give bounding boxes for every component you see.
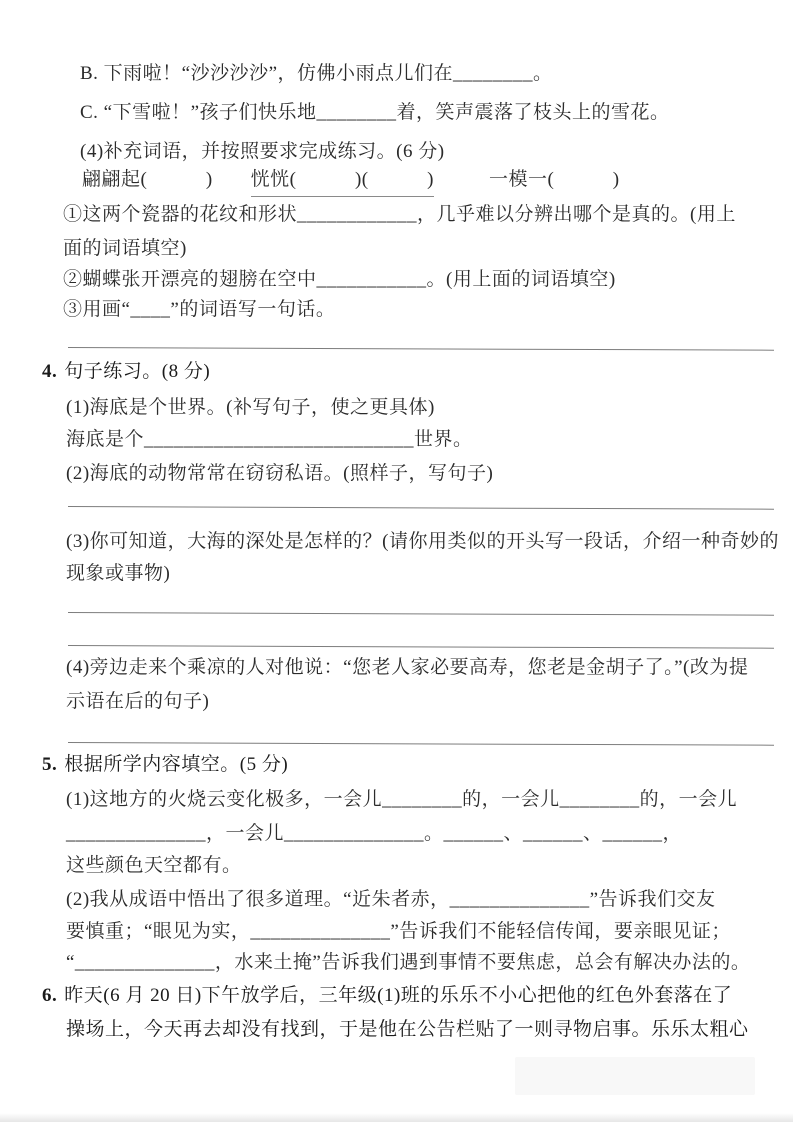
answer-line (68, 347, 774, 351)
q6-line1: 昨天(6 月 20 日)下午放学后，三年级(1)班的乐乐不小心把他的红色外套落在了 (64, 985, 733, 1006)
q5-item1-line2: ______________，一会儿______________。______、______、______， (66, 823, 683, 844)
q4-item4-line2: 示语在后的句子) (66, 691, 210, 712)
q4-heading (42, 360, 210, 384)
q3-item1-line2: 面的词语填空) (63, 238, 187, 259)
scan-artifact-box (515, 1057, 755, 1095)
answer-line (68, 742, 774, 746)
q5-number: 5. (42, 754, 58, 775)
word-blank-huanghuang: 恍恍( )( ) (251, 168, 434, 197)
q3-item2: ②蝴蝶张开漂亮的翅膀在空中___________。(用上面的词语填空) (63, 269, 616, 290)
q3-option-b: B. 下雨啦！“沙沙沙沙”，仿佛小雨点儿们在________。 (80, 63, 553, 84)
q4-number: 4. (42, 361, 58, 382)
q3-item1-line1: ①这两个瓷器的花纹和形状____________，几乎难以分辨出哪个是真的。(用上 (63, 204, 736, 225)
q5-item2-line1: (2)我从成语中悟出了很多道理。“近朱者赤，______________”告诉我们交友 (66, 889, 716, 910)
q4-item3-line1: (3)你可知道，大海的深处是怎样的？(请你用类似的开头写一段话，介绍一种奇妙的 (66, 531, 779, 552)
scan-page-bottom-edge (0, 1113, 793, 1122)
q3-part4-heading: (4)补充词语，并按照要求完成练习。(6 分) (80, 141, 445, 162)
q4-item3-line2: 现象或事物) (66, 563, 171, 584)
word-blank-yimoyi: 一模一( ) (488, 169, 620, 190)
q4-title: 句子练习。(8 分) (64, 361, 211, 382)
answer-line (68, 645, 774, 649)
q3-option-c: C. “下雪啦！”孩子们快乐地________着，笑声震落了枝头上的雪花。 (80, 102, 670, 123)
answer-line (68, 612, 774, 616)
q6-line2: 操场上，今天再去却没有找到，于是他在公告栏贴了一则寻物启事。乐乐太粗心 (66, 1019, 749, 1040)
q4-item1: (1)海底是个世界。(补写句子，使之更具体) (66, 397, 435, 418)
q5-item1-line1: (1)这地方的火烧云变化极多，一会儿________的，一会儿________的，一会儿 (66, 789, 738, 810)
q4-item4-line1: (4)旁边走来个乘凉的人对他说：“您老人家必要高寿，您老是金胡子了。”(改为提 (66, 657, 749, 678)
q6-number: 6. (42, 985, 58, 1006)
q6-heading (42, 984, 732, 1008)
q3-word-fill-row (82, 168, 620, 197)
q5-item2-line3: “______________，水来土掩”告诉我们遇到事情不要焦虑，总会有解决办法的。 (66, 952, 751, 973)
q5-heading (42, 753, 288, 777)
q5-title: 根据所学内容填空。(5 分) (64, 754, 289, 775)
q5-item1-line3: 这些颜色天空都有。 (66, 855, 242, 876)
q4-item2: (2)海底的动物常常在窃窃私语。(照样子，写句子) (66, 463, 494, 484)
word-blank-pianpianqi: 翩翩起( ) (82, 169, 213, 190)
q4-item1-fill: 海底是个___________________________世界。 (66, 429, 473, 450)
answer-line (68, 506, 774, 510)
q5-item2-line2: 要慎重；“眼见为实，______________”告诉我们不能轻信传闻，要亲眼见证； (66, 921, 731, 942)
q3-item3: ③用画“____”的词语写一句话。 (63, 299, 336, 320)
